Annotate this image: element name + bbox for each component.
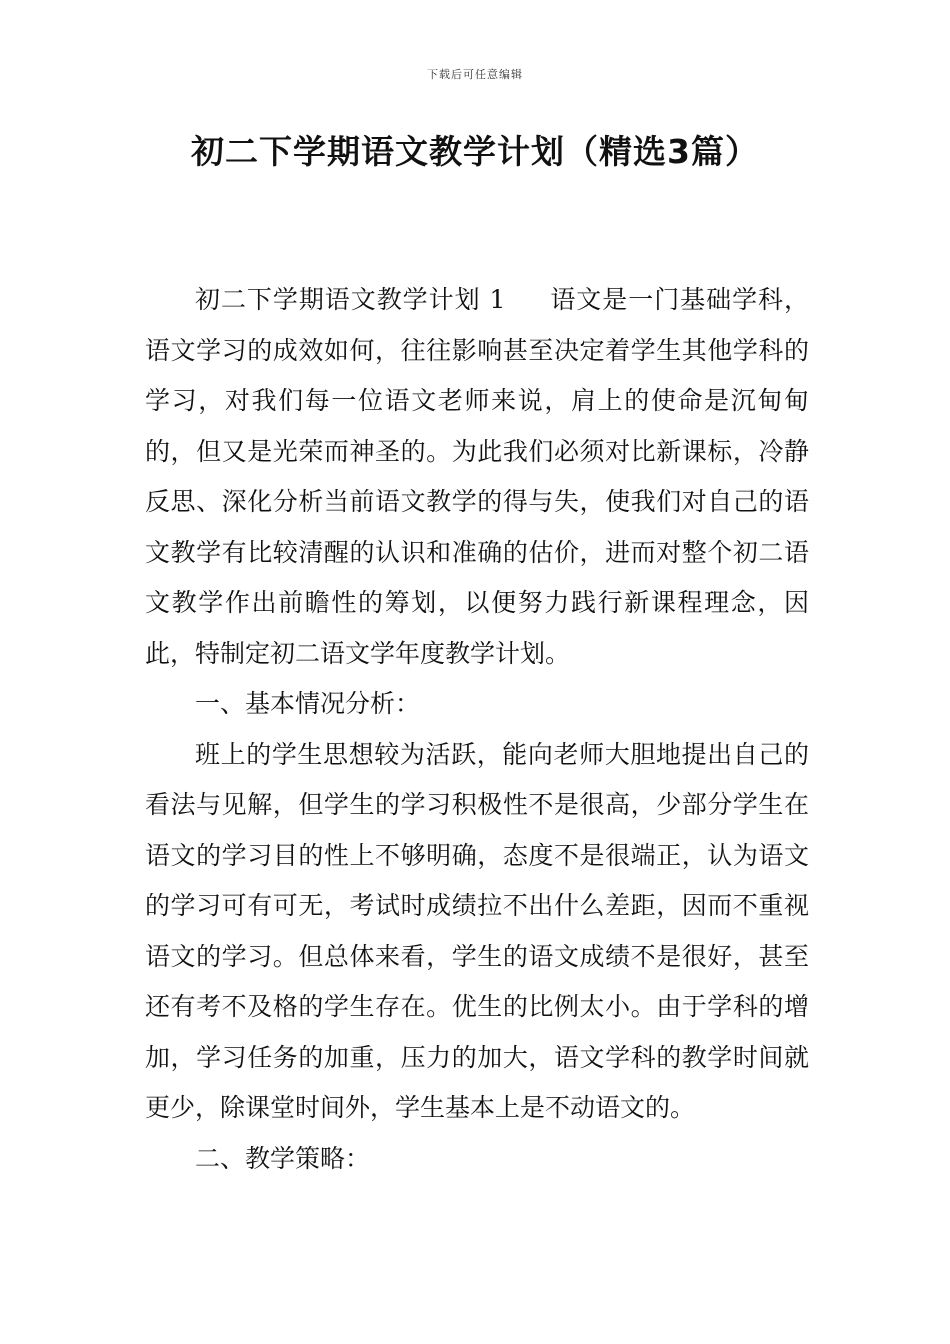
section-1-heading: 一、基本情况分析： <box>195 689 421 718</box>
section-2-heading: 二、教学策略： <box>195 1143 371 1173</box>
intro-heading: 初二下学期语文教学计划 1 <box>195 285 506 314</box>
intro-text: 语文是一门基础学科，语文学习的成效如何，往往影响甚至决定着学生其他学科的学习，对我们每一位语文老师来说，肩上的使命是沉甸甸的，但又是光荣而神圣的。为此我们必须对比新课标，冷静反思、深化分析当前语文教学的得与失，使我们对自己的语文教学有比较清醒的认识和准确的估价，进而对整个初二语文教学作出前瞻性的筹划，以便努力践行新课程理念，因此，特制定初二语文学年度教学计划。 <box>145 285 809 668</box>
header-note: 下载后可任意编辑 <box>427 68 523 81</box>
document-body <box>145 275 809 1184</box>
intro-paragraph <box>145 275 809 679</box>
section-1-paragraph: 班上的学生思想较为活跃，能向老师大胆地提出自己的看法与见解，但学生的学习积极性不是很高，少部分学生在语文的学习目的性上不够明确，态度不是很端正，认为语文的学习可有可无，考试时成绩拉不出什么差距，因而不重视语文的学习。但总体来看，学生的语文成绩不是很好，甚至还有考不及格的学生存在。优生的比例太小。由于学科的增加，学习任务的加重，压力的加大，语文学科的教学时间就更少，除课堂时间外，学生基本上是不动语文的。 <box>145 739 809 1122</box>
document-title: 初二下学期语文教学计划（精选3篇） <box>191 132 759 171</box>
